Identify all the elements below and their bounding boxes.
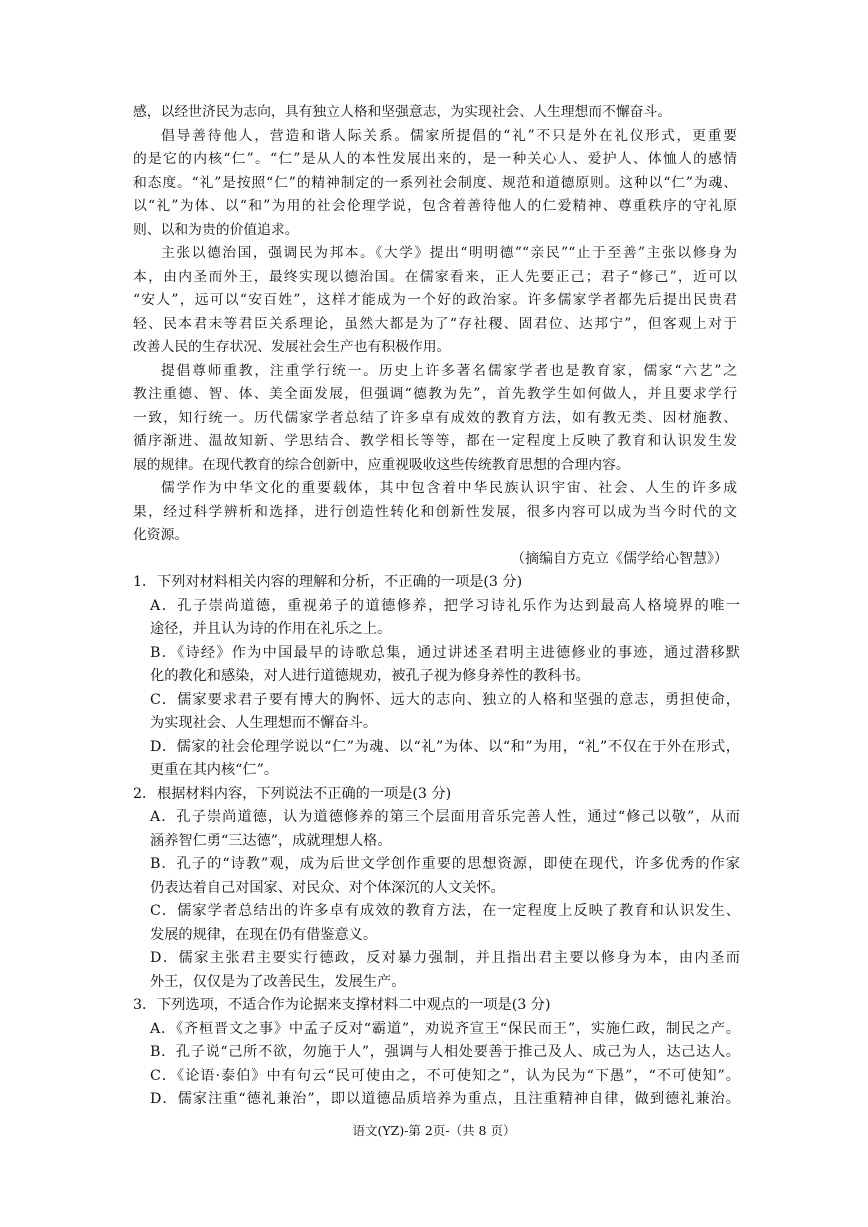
passage-line: 展的规律。在现代教育的综合创新中，应重视吸收这些传统教育思想的合理内容。: [133, 456, 630, 473]
question-stem: 下列对材料相关内容的理解和分析，不正确的一项是(3 分): [157, 574, 523, 590]
passage-line: 教注重德、智、体、美全面发展，但强调“德教为先”，首先教学生如何做人，并且要求学行: [133, 386, 737, 402]
option-b-line: B．孔子说“己所不欲，勿施于人”，强调与人相处要善于推己及人、成己为人，达己达人。: [150, 1044, 740, 1060]
option-c-line: C．儒家要求君子要有博大的胸怀、远大的志向、独立的人格和坚强的意志，勇担使命，: [150, 691, 740, 708]
option-c-line: 发展的规律，在现在仍有借鉴意义。: [150, 926, 378, 943]
option-d-line: 外王，仅仅是为了改善民生，发展生产。: [150, 973, 406, 990]
passage-line: 儒学作为中华文化的重要载体，其中包含着中华民族认识宇宙、社会、人生的许多成: [161, 480, 737, 496]
option-b-line: 仍表达着自己对国家、对民众、对个体深沉的人文关怀。: [150, 879, 505, 896]
question-number: 1．: [133, 574, 157, 590]
option-a-line: 途径，并且认为诗的作用在礼乐之上。: [150, 621, 392, 637]
option-b-line: B．孔子的“诗教”观，成为后世文学创作重要的思想资源，即使在现代，许多优秀的作家: [150, 856, 740, 872]
passage-line: 主张以德治国，强调民为邦本。《大学》提出“明明德”“亲民”“止于至善”主张以修身为: [161, 245, 737, 261]
option-d-line: D．儒家注重“德礼兼治”，即以道德品质培养为重点，且注重精神自律，做到德礼兼治。: [150, 1091, 740, 1107]
option-c-line: C．《论语·泰伯》中有句云“民可使由之，不可使知之”，认为民为“下愚”，“不可使知”。: [150, 1067, 740, 1084]
option-d-line: 更重在其内核“仁”。: [150, 762, 279, 778]
passage-line: 的是它的内核“仁”。“仁”是从人的本性发展出来的，是一种关心人、爱护人、体恤人的感情: [133, 151, 737, 167]
page-footer: 语文(YZ)-第 2页-（共 8 页）: [352, 1123, 516, 1138]
passage-line: 和态度。“礼”是按照“仁”的精神制定的一系列社会制度、规范和道德原则。这种以“仁”为魂、: [133, 174, 737, 191]
option-a-line: 涵养智仁勇“三达德”，成就理想人格。: [150, 832, 392, 849]
passage-line: 一致，知行统一。历代儒家学者总结了许多卓有成效的教育方法，如有教无类、因材施教、: [133, 409, 737, 426]
source-citation: （摘编自方克立《儒学给心智慧》）: [511, 550, 728, 567]
passage-line: “安人”，远可以“安百姓”，这样才能成为一个好的政治家。许多儒家学者都先后提出民贵君: [133, 292, 737, 308]
question-number: 3．: [133, 997, 157, 1013]
question-number: 2．: [133, 785, 157, 802]
passage-line: 循序渐进、温故知新、学思结合、教学相长等等，都在一定程度上反映了教育和认识发生发: [133, 433, 737, 449]
passage-line: 以“礼”为体、以“和”为用的社会伦理学说，包含着善待他人的仁爱精神、尊重秩序的守礼原: [133, 198, 737, 214]
option-a-line: A．孔子崇尚道德，重视弟子的道德修养，把学习诗礼乐作为达到最高人格境界的唯一: [150, 597, 740, 614]
option-b-line: B．《诗经》作为中国最早的诗歌总集，通过讲述圣君明主进德修业的事迹，通过潜移默: [150, 644, 740, 661]
passage-line: 则、以和为贵的价值追求。: [133, 221, 299, 238]
passage-line: 感，以经世济民为志向，具有独立人格和坚强意志，为实现社会、人生理想而不懈奋斗。: [133, 104, 672, 120]
passage-line: 果，经过科学辨析和选择，进行创造性转化和创新性发展，很多内容可以成为当今时代的文: [133, 503, 737, 520]
option-b-line: 化的教化和感染，对人进行道德规劝，被孔子视为修身养性的教科书。: [150, 668, 590, 684]
passage-line: 改善人民的生存状况、发展社会生产也有积极作用。: [133, 339, 451, 355]
option-c-line: C．儒家学者总结出的许多卓有成效的教育方法，在一定程度上反映了教育和认识发生、: [150, 903, 740, 919]
passage-line: 轻、民本君末等君臣关系理论，虽然大都是为了“存社稷、固君位、达邦宁”，但客观上对于: [133, 315, 737, 332]
question-stem: 根据材料内容，下列说法不正确的一项是(3 分): [157, 785, 452, 802]
question-stem: 下列选项，不适合作为论据来支撑材料二中观点的一项是(3 分): [157, 997, 551, 1013]
passage-line: 本，由内圣而外王，最终实现以德治国。在儒家看来，正人先要正己；君子“修己”，近可以: [133, 268, 737, 285]
option-a-line: A．《齐桓晋文之事》中孟子反对“霸道”，劝说齐宣王“保民而王”，实施仁政，制民之产。: [150, 1020, 740, 1037]
option-d-line: D．儒家的社会伦理学说以“仁”为魂、以“礼”为体、以“和”为用，“礼”不仅在于外在形式，: [150, 738, 740, 755]
passage-line: 化资源。: [133, 527, 189, 543]
passage-line: 倡导善待他人，营造和谐人际关系。儒家所提倡的“礼”不只是外在礼仪形式，更重要: [161, 127, 737, 144]
option-c-line: 为实现社会、人生理想而不懈奋斗。: [150, 715, 378, 731]
option-d-line: D．儒家主张君主要实行德政，反对暴力强制，并且指出君主要以修身为本，由内圣而: [150, 950, 740, 966]
passage-line: 提倡尊师重教，注重学行统一。历史上许多著名儒家学者也是教育家，儒家“六艺”之: [161, 362, 737, 379]
option-a-line: A．孔子崇尚道德，认为道德修养的第三个层面用音乐完善人性，通过“修己以敬”，从而: [150, 809, 740, 825]
